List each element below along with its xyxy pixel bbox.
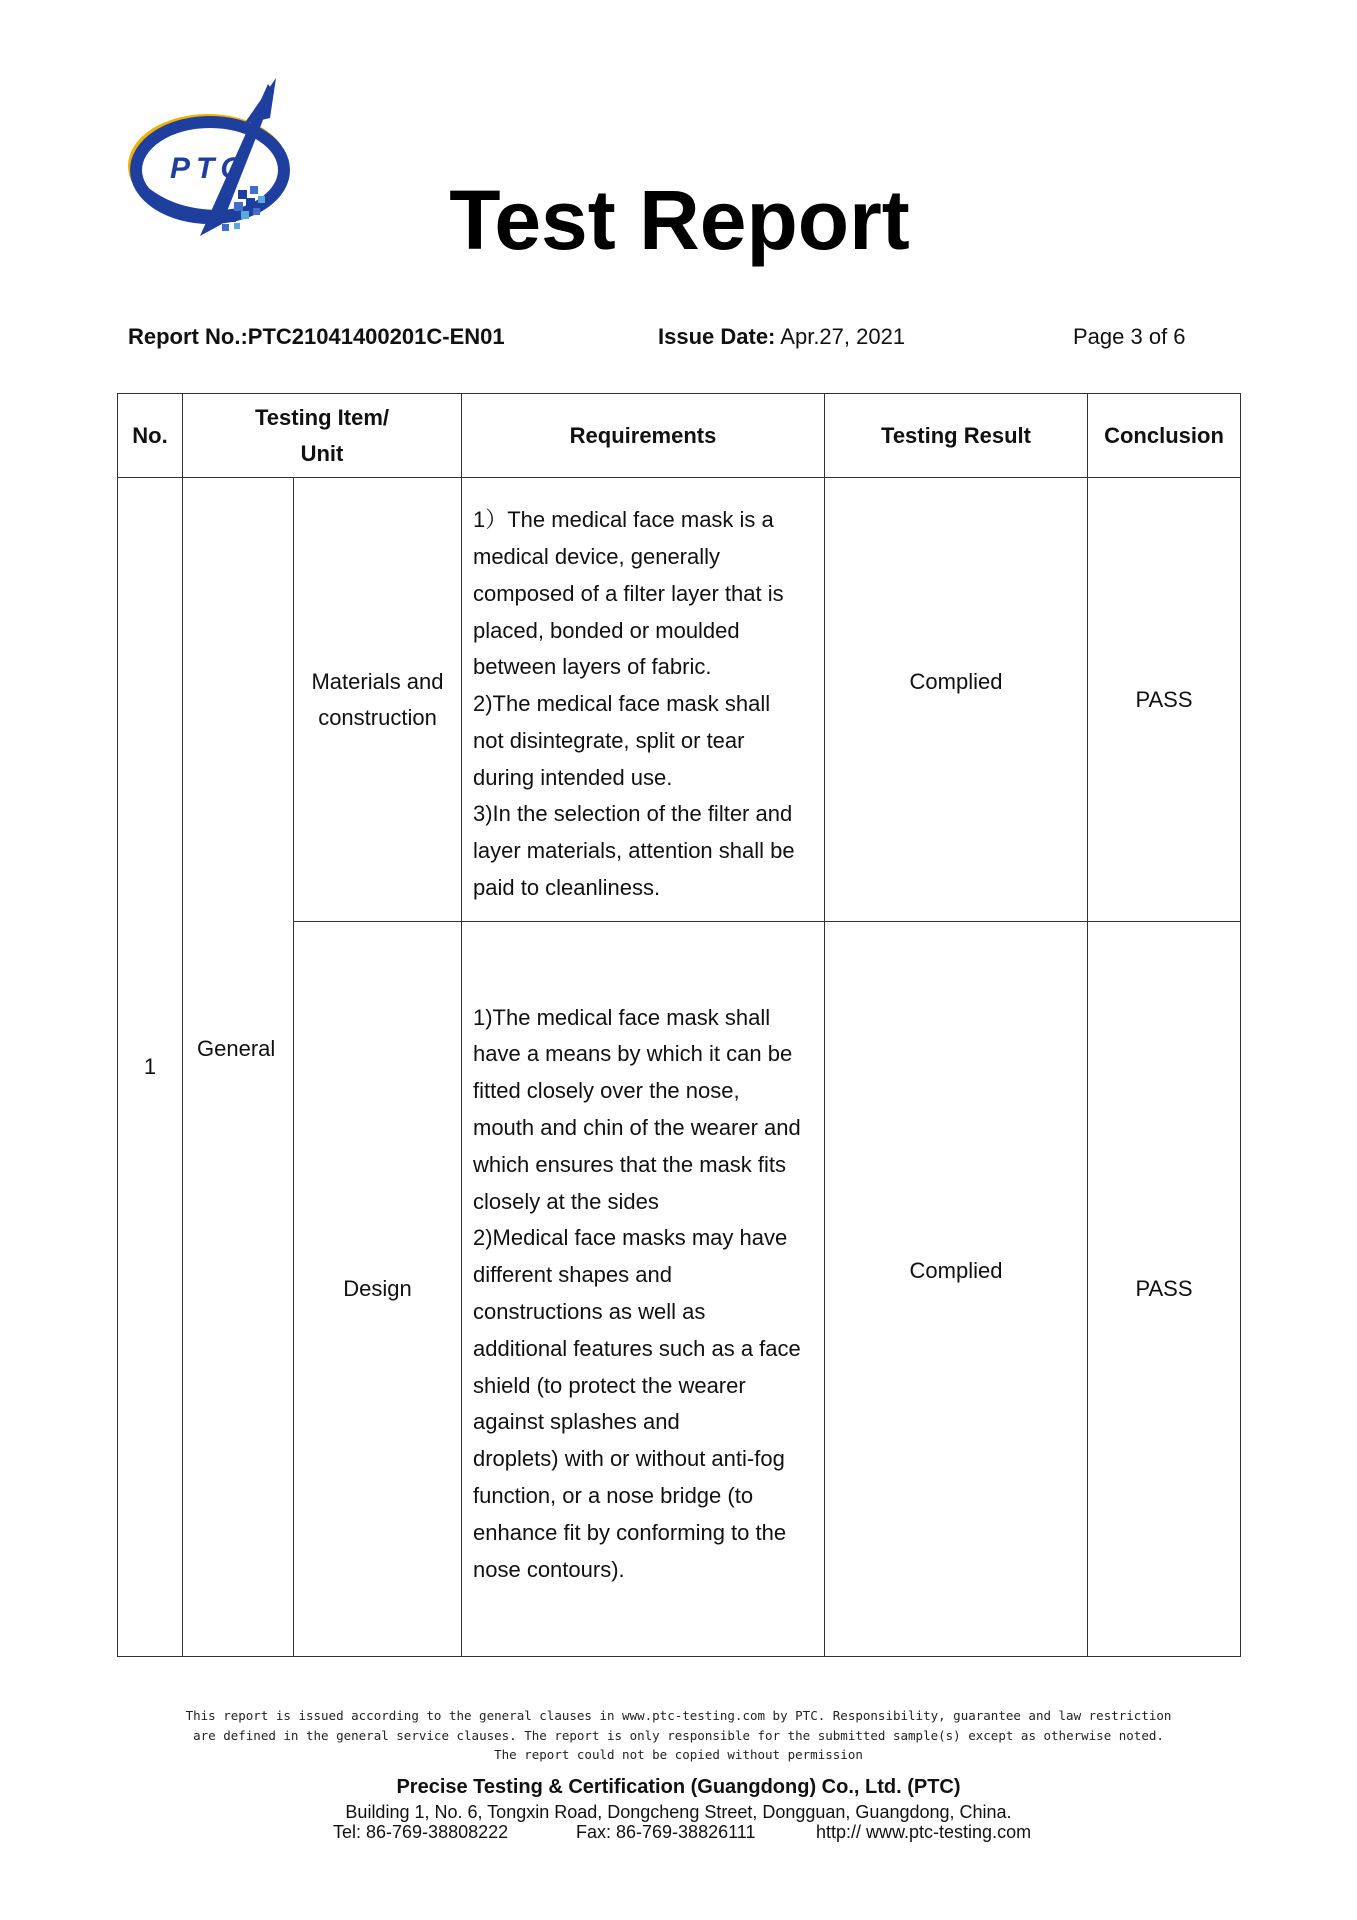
- conclusion-materials: [1088, 478, 1241, 922]
- testing-item-line1: Materials and: [311, 668, 444, 694]
- page-number: Page 3 of 6: [1073, 324, 1186, 349]
- requirement-line: against splashes and: [473, 1409, 680, 1435]
- requirement-line: droplets) with or without anti-fog: [473, 1446, 785, 1472]
- requirement-line: during intended use.: [473, 764, 673, 790]
- company-tel: Tel: 86-769-38808222: [333, 1822, 509, 1842]
- requirement-line: 2)The medical face mask shall: [473, 691, 771, 717]
- requirement-line: constructions as well as: [473, 1299, 706, 1324]
- result-materials: [825, 478, 1088, 922]
- issue-date-value: Apr.27, 2021: [780, 324, 906, 349]
- requirement-line: fitted closely over the nose,: [473, 1078, 740, 1104]
- requirements-design: [462, 922, 825, 1657]
- logo-text: PTC: [170, 152, 248, 185]
- requirement-line: have a means by which it can be: [473, 1041, 793, 1067]
- requirement-line: nose contours).: [473, 1556, 625, 1582]
- page-title: Test Report: [449, 173, 910, 267]
- testing-item-materials: [294, 478, 462, 922]
- company-name: Precise Testing & Certification (Guangdong) Co., Ltd. (PTC): [396, 1776, 961, 1798]
- report-number: [128, 324, 505, 350]
- requirement-line: not disintegrate, split or tear: [473, 727, 745, 753]
- requirement-line: different shapes and: [473, 1262, 672, 1288]
- row-number: 1: [118, 478, 183, 1657]
- header-testing-item: [183, 394, 462, 478]
- table-header-row: [118, 394, 1241, 478]
- header-testing-item-line1: Testing Item/: [254, 404, 390, 430]
- issue-date-label: Issue Date:: [658, 324, 776, 349]
- requirement-line: composed of a filter layer that is: [473, 580, 784, 606]
- requirement-line: enhance fit by conforming to the: [473, 1519, 787, 1545]
- issue-date: [658, 324, 905, 350]
- testing-item-line1: Design: [343, 1276, 412, 1301]
- requirement-line: function, or a nose bridge (to: [473, 1482, 754, 1508]
- requirement-line: shield (to protect the wearer: [473, 1372, 746, 1398]
- report-number-value: PTC21041400201C-EN01: [247, 324, 505, 349]
- conclusion-text: PASS: [1135, 686, 1193, 712]
- testing-item-design: [294, 922, 462, 1657]
- header-no: No.: [118, 394, 183, 478]
- result-text: Complied: [909, 668, 1003, 694]
- header-conclusion: Conclusion: [1088, 394, 1241, 478]
- result-design: [825, 922, 1088, 1657]
- disclaimer-line: This report is issued according to the general clauses in www.ptc-testing.com by PTC. Responsibility, guarantee and law restriction: [185, 1708, 1172, 1723]
- disclaimer-line: are defined in the general service clauses. The report is only responsible for the submitted sample(s) except as otherwise noted.: [193, 1727, 1164, 1743]
- requirement-line: 3)In the selection of the filter and: [473, 801, 793, 827]
- requirement-line: 1)The medical face mask shall: [473, 1004, 771, 1030]
- header-testing-item-line2: Unit: [300, 440, 344, 466]
- category-cell: [183, 478, 294, 1657]
- testing-item-line2: construction: [318, 704, 437, 730]
- header-requirements: Requirements: [462, 394, 825, 478]
- requirement-line: 2)Medical face masks may have: [473, 1225, 788, 1251]
- conclusion-text: PASS: [1135, 1276, 1193, 1301]
- requirement-line: placed, bonded or moulded: [473, 617, 740, 643]
- requirement-line: which ensures that the mask fits: [473, 1151, 787, 1177]
- table-row: [118, 478, 1241, 922]
- result-text: Complied: [909, 1258, 1003, 1283]
- requirement-line: paid to cleanliness.: [473, 875, 661, 901]
- requirement-line: medical device, generally: [473, 543, 721, 569]
- company-website: http:// www.ptc-testing.com: [816, 1822, 1032, 1842]
- requirement-line: mouth and chin of the wearer and: [473, 1115, 801, 1141]
- report-number-label: Report No.:: [128, 324, 248, 349]
- requirement-line: between layers of fabric.: [473, 654, 712, 680]
- company-address: Building 1, No. 6, Tongxin Road, Dongcheng Street, Dongguan, Guangdong, China.: [345, 1802, 1012, 1822]
- company-fax: Fax: 86-769-38826111: [576, 1822, 756, 1842]
- requirement-line: additional features such as a face: [473, 1335, 801, 1361]
- category-label: General: [197, 1036, 276, 1061]
- requirements-materials: [462, 478, 825, 922]
- disclaimer: [0, 1706, 1357, 1765]
- requirement-line: closely at the sides: [473, 1188, 659, 1214]
- test-results-table: [117, 393, 1241, 1657]
- conclusion-design: [1088, 922, 1241, 1657]
- header-testing-result: Testing Result: [825, 394, 1088, 478]
- disclaimer-line: The report could not be copied without permission: [494, 1747, 863, 1762]
- requirement-line: layer materials, attention shall be: [473, 838, 795, 864]
- requirement-line: 1）The medical face mask is a: [473, 507, 774, 533]
